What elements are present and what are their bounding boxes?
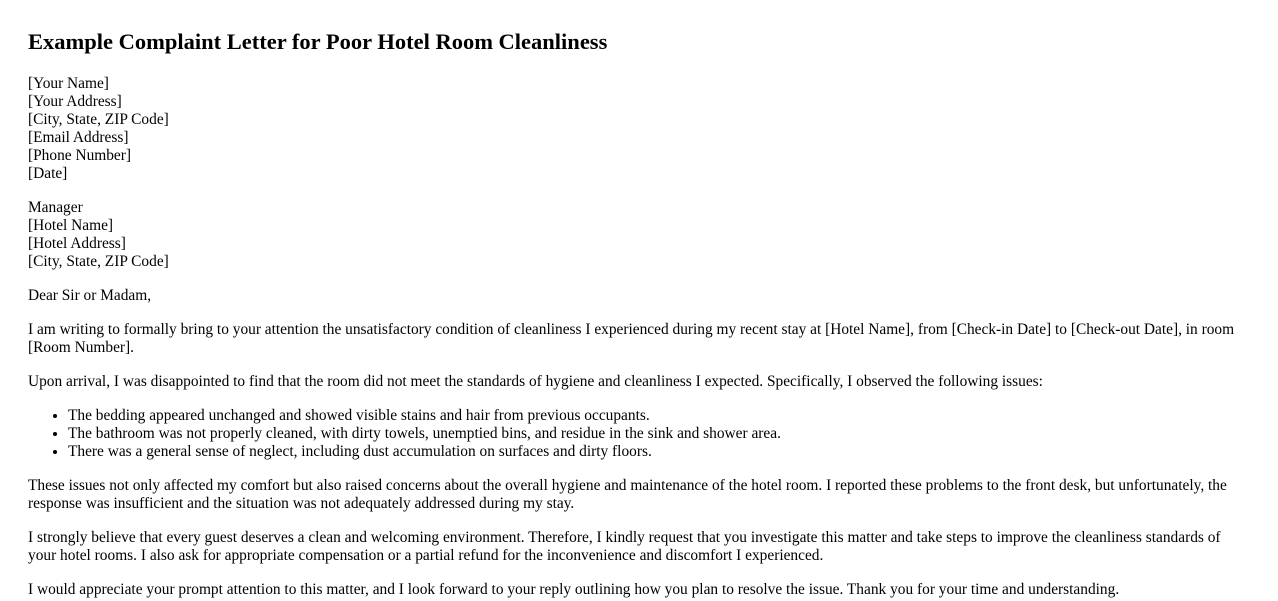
list-item: • The bathroom was not properly cleaned, with dirty towels, unemptied bins, and residue in the sink and shower area. [68,425,1250,443]
sender-address-block [28,75,1250,183]
sender-phone: [Phone Number] [28,147,132,164]
paragraph-intro: I am writing to formally bring to your attention the unsatisfactory condition of cleanliness I experienced during my recent stay at [Hotel Name], from [Check-in Date] to [Check-out Date], in room [Room Number]. [28,321,1235,356]
sender-city-state-zip: [City, State, ZIP Code] [28,111,169,128]
letter-date: [Date] [28,165,68,182]
sender-address: [Your Address] [28,93,122,110]
list-item: • The bedding appeared unchanged and showed visible stains and hair from previous occupants. [68,407,1250,425]
sender-name: [Your Name] [28,75,109,92]
recipient-title: Manager [28,199,83,216]
sender-email: [Email Address] [28,129,129,146]
paragraph-arrival: Upon arrival, I was disappointed to find that the room did not meet the standards of hygiene and cleanliness I expected. Specifically, I observed the following issues: [28,373,1043,390]
recipient-address-block [28,199,1250,271]
paragraph-impact: These issues not only affected my comfort but also raised concerns about the overall hygiene and maintenance of the hotel room. I reported these problems to the front desk, but unfortunately, the response was insufficient and the situation was not adequately addressed during my stay. [28,477,1227,512]
page-title: Example Complaint Letter for Poor Hotel Room Cleanliness [28,29,608,54]
paragraph-request: I strongly believe that every guest deserves a clean and welcoming environment. Therefore, I kindly request that you investigate this matter and take steps to improve the cleanliness standards of your hotel rooms. I also ask for appropriate compensation or a partial refund for the inconvenience and discomfort I experienced. [28,529,1221,564]
recipient-hotel-name: [Hotel Name] [28,217,114,234]
recipient-city-state-zip: [City, State, ZIP Code] [28,253,169,270]
recipient-hotel-address: [Hotel Address] [28,235,126,252]
salutation: Dear Sir or Madam, [28,287,152,304]
list-item: • There was a general sense of neglect, including dust accumulation on surfaces and dirty floors. [68,443,1250,461]
paragraph-closing: I would appreciate your prompt attention to this matter, and I look forward to your reply outlining how you plan to resolve the issue. Thank you for your time and understanding. [28,581,1120,598]
issues-list [28,407,1250,461]
